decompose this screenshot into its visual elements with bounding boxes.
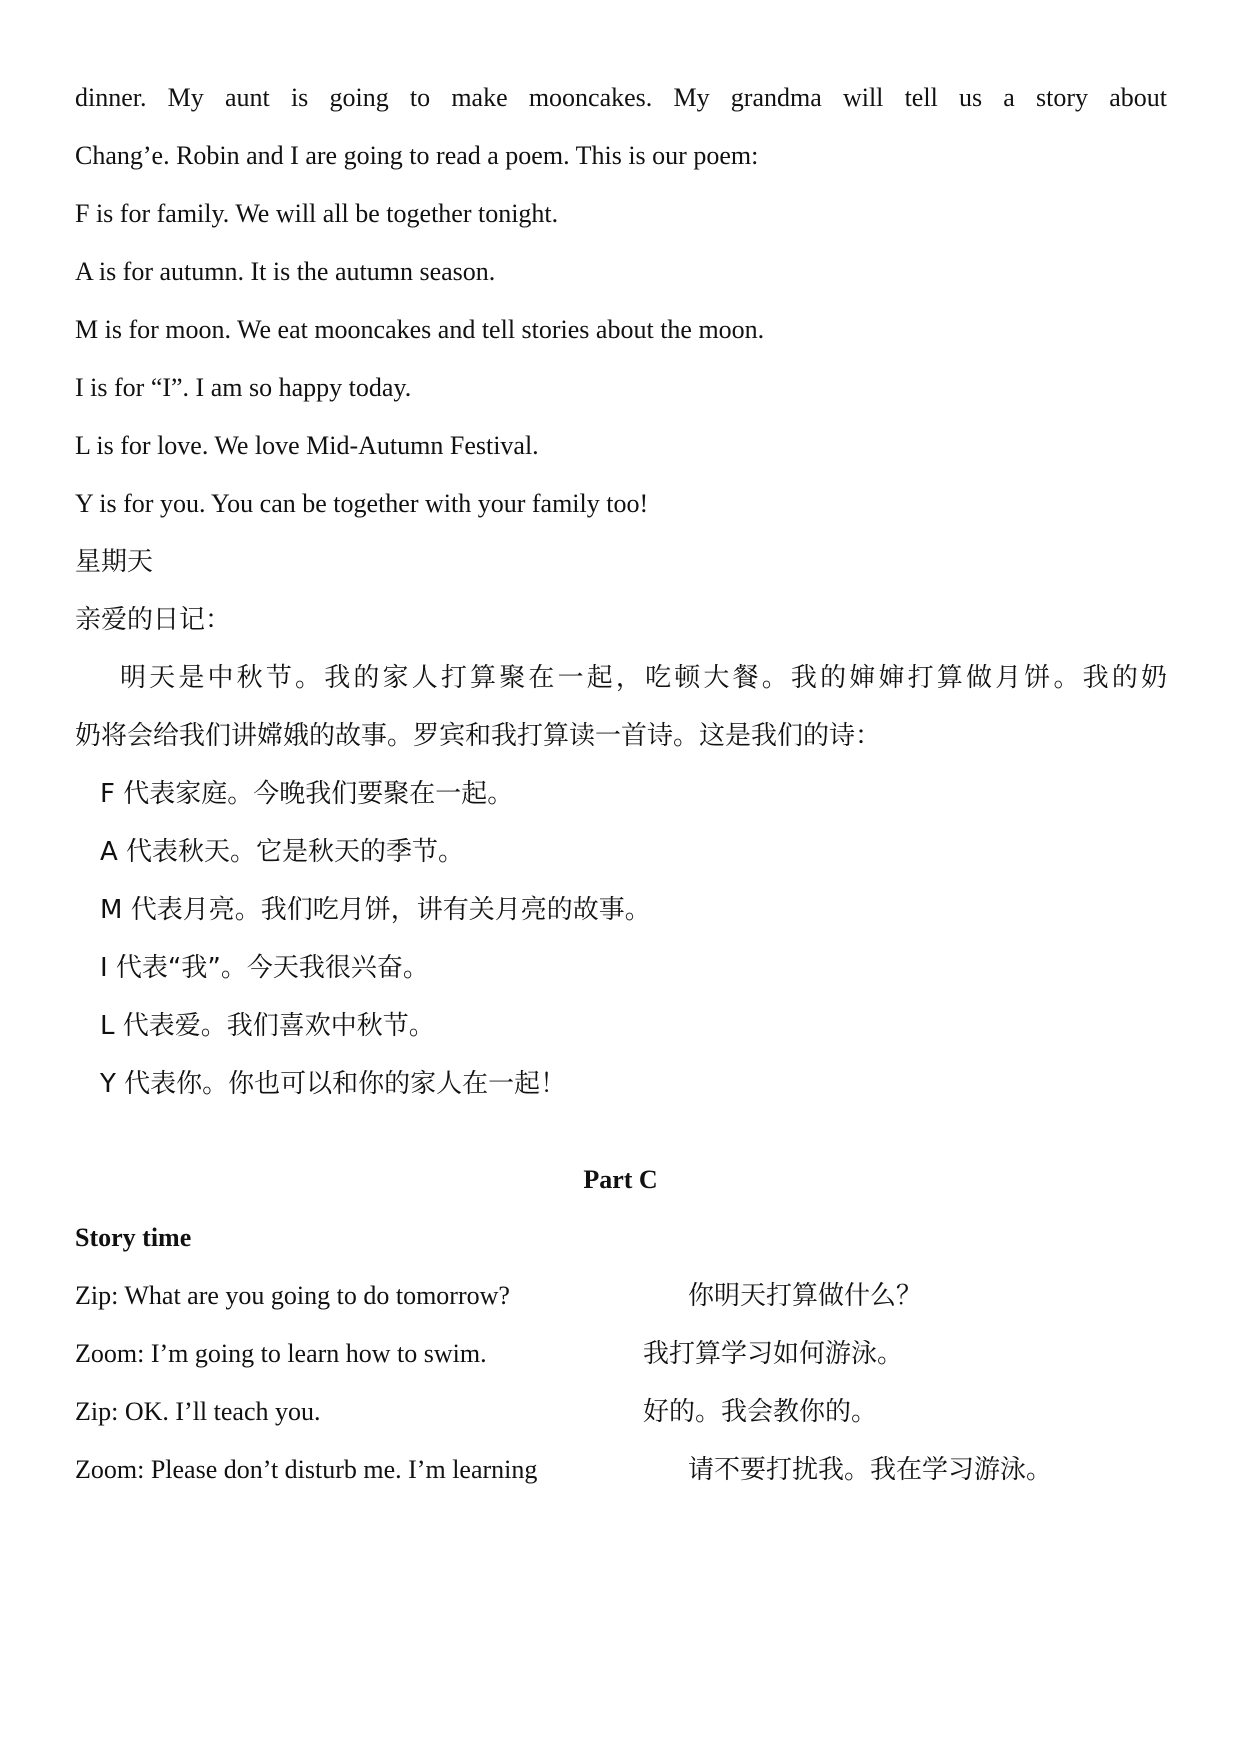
chinese-poem-line-l: L 代表爱。我们喜欢中秋节。 — [100, 1011, 435, 1041]
chinese-passage-line-1: 明天是中秋节。我的家人打算聚在一起，吃顿大餐。我的婶婶打算做月饼。我的奶 — [120, 663, 1167, 693]
story-time-subheading: Story time — [75, 1223, 192, 1252]
english-passage-line-2: Chang’e. Robin and I are going to read a poem. This is our poem: — [75, 141, 759, 170]
chinese-poem-line-y: Y 代表你。你也可以和你的家人在一起！ — [100, 1069, 567, 1099]
english-poem-line-m: M is for moon. We eat mooncakes and tell stories about the moon. — [75, 315, 765, 344]
chinese-poem-line-a: A 代表秋天。它是秋天的季节。 — [100, 837, 465, 867]
english-poem-line-a: A is for autumn. It is the autumn season. — [75, 257, 496, 286]
chinese-greeting: 亲爱的日记： — [75, 605, 232, 635]
english-poem-line-f: F is for family. We will all be together tonight. — [75, 199, 559, 228]
english-poem-line-l: L is for love. We love Mid-Autumn Festival. — [75, 431, 539, 460]
dialogue-zh-4: 请不要打扰我。我在学习游泳。 — [688, 1455, 1053, 1485]
english-poem-line-i: I is for “I”. I am so happy today. — [75, 373, 412, 402]
chinese-poem-line-i: I 代表“我”。今天我很兴奋。 — [100, 953, 429, 983]
dialogue-en-4: Zoom: Please don’t disturb me. I’m learning — [75, 1455, 538, 1484]
part-c-heading: Part C — [583, 1165, 658, 1194]
english-poem-line-y: Y is for you. You can be together with your family too! — [75, 489, 649, 518]
chinese-passage-line-2: 奶将会给我们讲嫦娥的故事。罗宾和我打算读一首诗。这是我们的诗： — [75, 721, 882, 751]
dialogue-zh-3: 好的。我会教你的。 — [643, 1397, 878, 1427]
english-passage-line-1: dinner. My aunt is going to make mooncakes. My grandma will tell us a story about — [75, 83, 1167, 112]
dialogue-zh-2: 我打算学习如何游泳。 — [643, 1339, 904, 1369]
dialogue-en-2: Zoom: I’m going to learn how to swim. — [75, 1339, 487, 1368]
chinese-day-label: 星期天 — [75, 547, 154, 577]
chinese-poem-line-f: F 代表家庭。今晚我们要聚在一起。 — [100, 779, 514, 809]
dialogue-zh-1: 你明天打算做什么？ — [688, 1281, 923, 1311]
dialogue-en-1: Zip: What are you going to do tomorrow? — [75, 1281, 510, 1310]
dialogue-en-3: Zip: OK. I’ll teach you. — [75, 1397, 321, 1426]
chinese-poem-line-m: M 代表月亮。我们吃月饼，讲有关月亮的故事。 — [100, 895, 651, 925]
